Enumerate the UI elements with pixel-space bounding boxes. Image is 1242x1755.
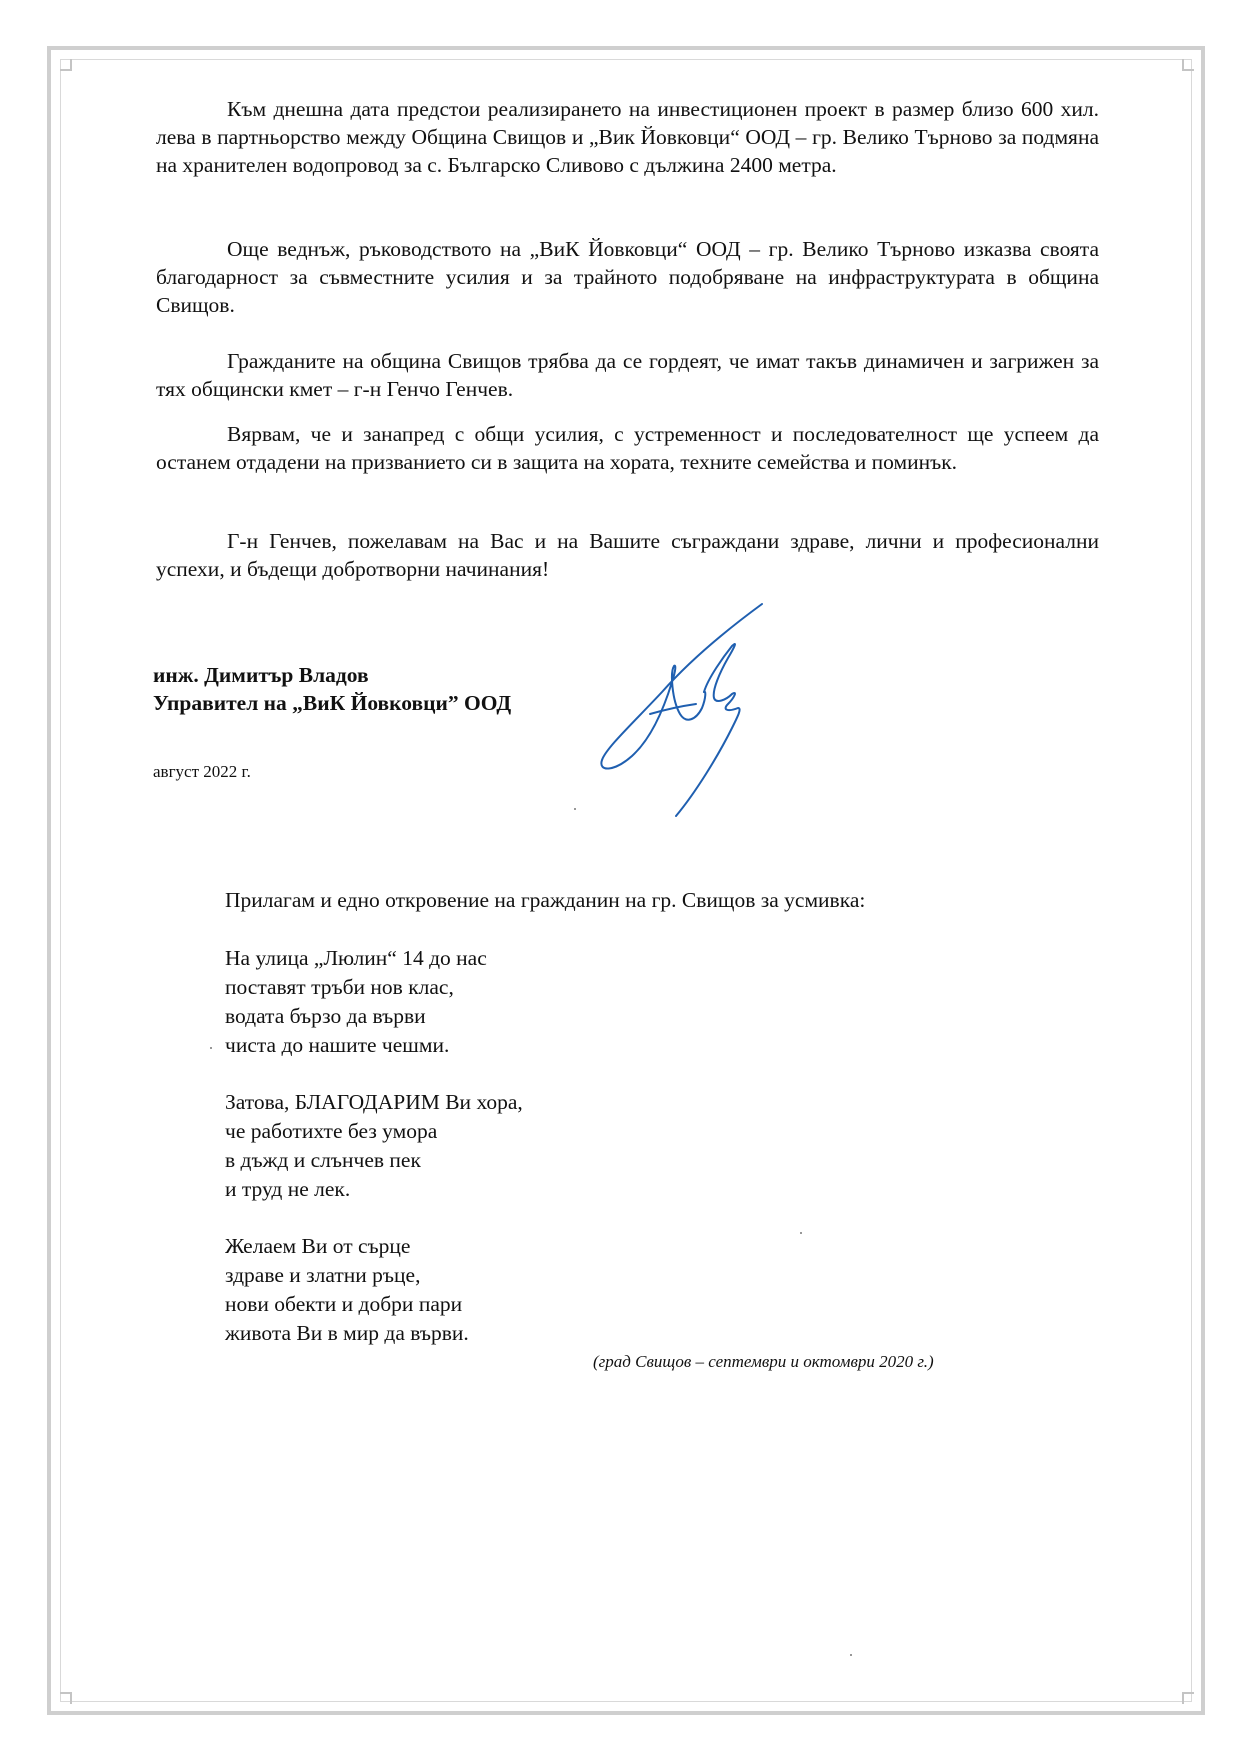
scan-speck [800, 1232, 802, 1234]
letter-date: август 2022 г. [153, 762, 251, 781]
border-corner-ornament [60, 1692, 72, 1704]
paragraph-wishes: Г-н Генчев, пожелавам на Вас и на Вашите съграждани здраве, лични и професионални успехи, и бъдещи добротворни начинания! [156, 529, 1099, 581]
paragraph-citizens-proud: Гражданите на община Свищов трябва да се гордеят, че имат такъв динамичен и загрижен за тях общински кмет – г-н Генчо Генчев. [156, 349, 1099, 401]
poem-line: здраве и златни ръце, [225, 1263, 421, 1287]
poem-attribution: (град Свищов – септември и октомври 2020 г.) [593, 1352, 934, 1371]
paragraph-gratitude: Още веднъж, ръководството на „ВиК Йовковци“ ООД – гр. Велико Търново изказва своята благодарност за съвместните усилия и за трайното подобряване на инфраструктурата в община Свищов. [156, 237, 1099, 317]
border-corner-ornament [60, 59, 72, 71]
border-corner-ornament [1182, 1692, 1194, 1704]
signatory-name: инж. Димитър Владов [153, 663, 369, 687]
signatory-block [153, 661, 511, 717]
poem-line: Затова, БЛАГОДАРИМ Ви хора, [225, 1090, 523, 1114]
poem-line: в дъжд и слънчев пек [225, 1148, 421, 1172]
poem-line: нови обекти и добри пари [225, 1292, 463, 1316]
scan-speck [574, 808, 576, 810]
handwritten-signature [592, 596, 777, 821]
paragraph-future-efforts: Вярвам, че и занапред с общи усилия, с устременност и последователност ще успеем да останем отдадени на призванието си в защита на хората, техните семейства и поминък. [156, 422, 1099, 474]
signatory-title: Управител на „ВиК Йовковци” ООД [153, 691, 512, 715]
poem-line: водата бързо да върви [225, 1004, 426, 1028]
attachment-intro: Прилагам и едно откровение на гражданин на гр. Свищов за усмивка: [225, 888, 866, 912]
poem-line: живота Ви в мир да върви. [225, 1321, 469, 1345]
poem-line: и труд не лек. [225, 1177, 351, 1201]
poem-line: че работихте без умора [225, 1119, 438, 1143]
poem-line: Желаем Ви от сърце [225, 1234, 411, 1258]
poem-line: На улица „Люлин“ 14 до нас [225, 946, 487, 970]
paragraph-investment-project: Към днешна дата предстои реализирането на инвестиционен проект в размер близо 600 хил. лева в партньорство между Община Свищов и „Вик Йовковци“ ООД – гр. Велико Търново за подмяна на хранителен водопровод за с. Българско Сливово с дължина 2400 метра. [156, 97, 1099, 177]
scan-speck [850, 1654, 852, 1656]
poem-line: чиста до нашите чешми. [225, 1033, 450, 1057]
scan-speck [210, 1047, 212, 1049]
poem-line: поставят тръби нов клас, [225, 975, 454, 999]
border-corner-ornament [1182, 59, 1194, 71]
